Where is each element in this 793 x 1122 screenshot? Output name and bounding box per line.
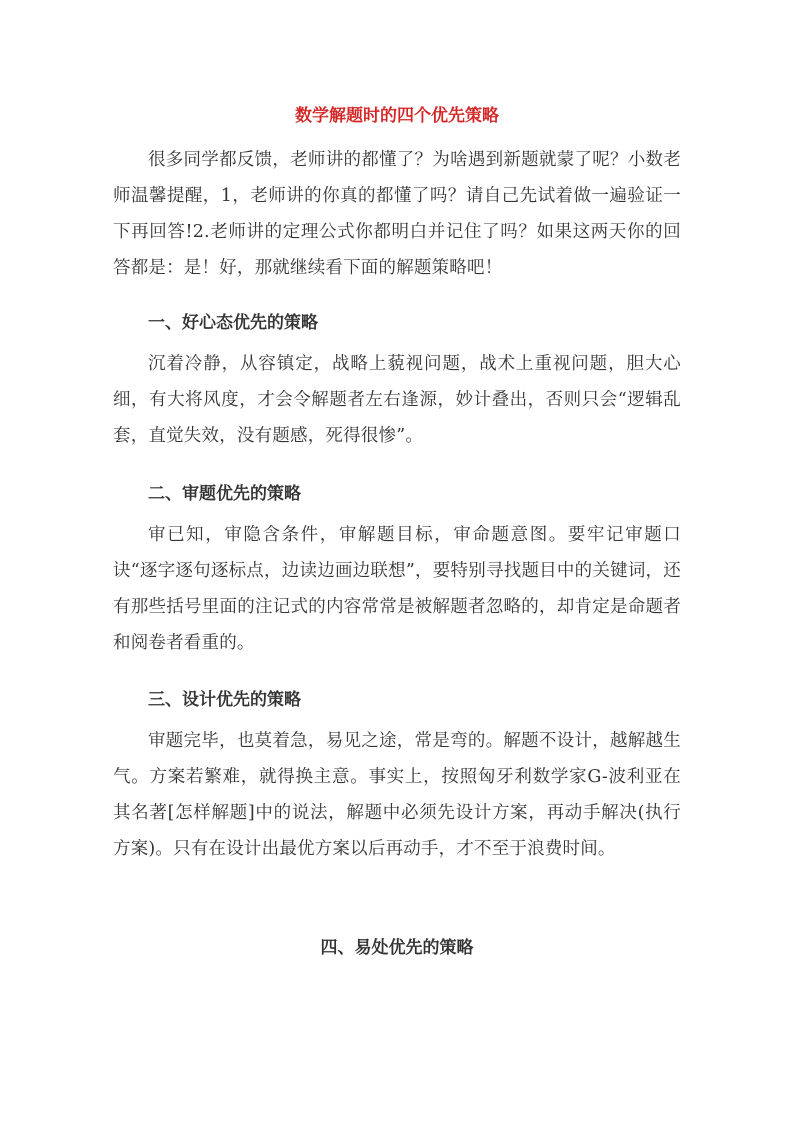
section-body-2: 审已知，审隐含条件，审解题目标，审命题意图。要牢记审题口诀“逐字逐句逐标点，边读边画边联想”，要特别寻找题目中的关键词，还有那些括号里面的注记式的内容常常是被解题者忽略的，却肯定是命题者和阅卷者看重的。 xyxy=(113,525,681,653)
section-heading-4: 四、易处优先的策略 xyxy=(320,938,474,958)
section-body-1: 沉着冷静，从容镇定，战略上藐视问题，战术上重视问题，胆大心细，有大将风度，才会令解题者左右逢源，妙计叠出，否则只会“逻辑乱套，直觉失效，没有题感，死得很惨”。 xyxy=(113,354,681,446)
intro-paragraph: 很多同学都反馈，老师讲的都懂了？为啥遇到新题就蒙了呢？小数老师温馨提醒，1，老师讲的你真的都懂了吗？请自己先试着做一遍验证一下再回答!2.老师讲的定理公式你都明白并记住了吗？如果这两天你的回答都是：是！好，那就继续看下面的解题策略吧！ xyxy=(113,150,681,278)
document-title: 数学解题时的四个优先策略 xyxy=(295,106,499,126)
section-heading-3: 三、设计优先的策略 xyxy=(148,690,301,710)
section-heading-2: 二、审题优先的策略 xyxy=(148,484,301,504)
section-heading-1: 一、好心态优先的策略 xyxy=(148,313,318,333)
section-body-3: 审题完毕，也莫着急，易见之途，常是弯的。解题不设计，越解越生气。方案若繁难，就得换主意。事实上，按照匈牙利数学家G-波利亚在其名著[怎样解题]中的说法，解题中必须先设计方案，再动手解决(执行方案)。只有在设计出最优方案以后再动手，才不至于浪费时间。 xyxy=(113,731,681,859)
